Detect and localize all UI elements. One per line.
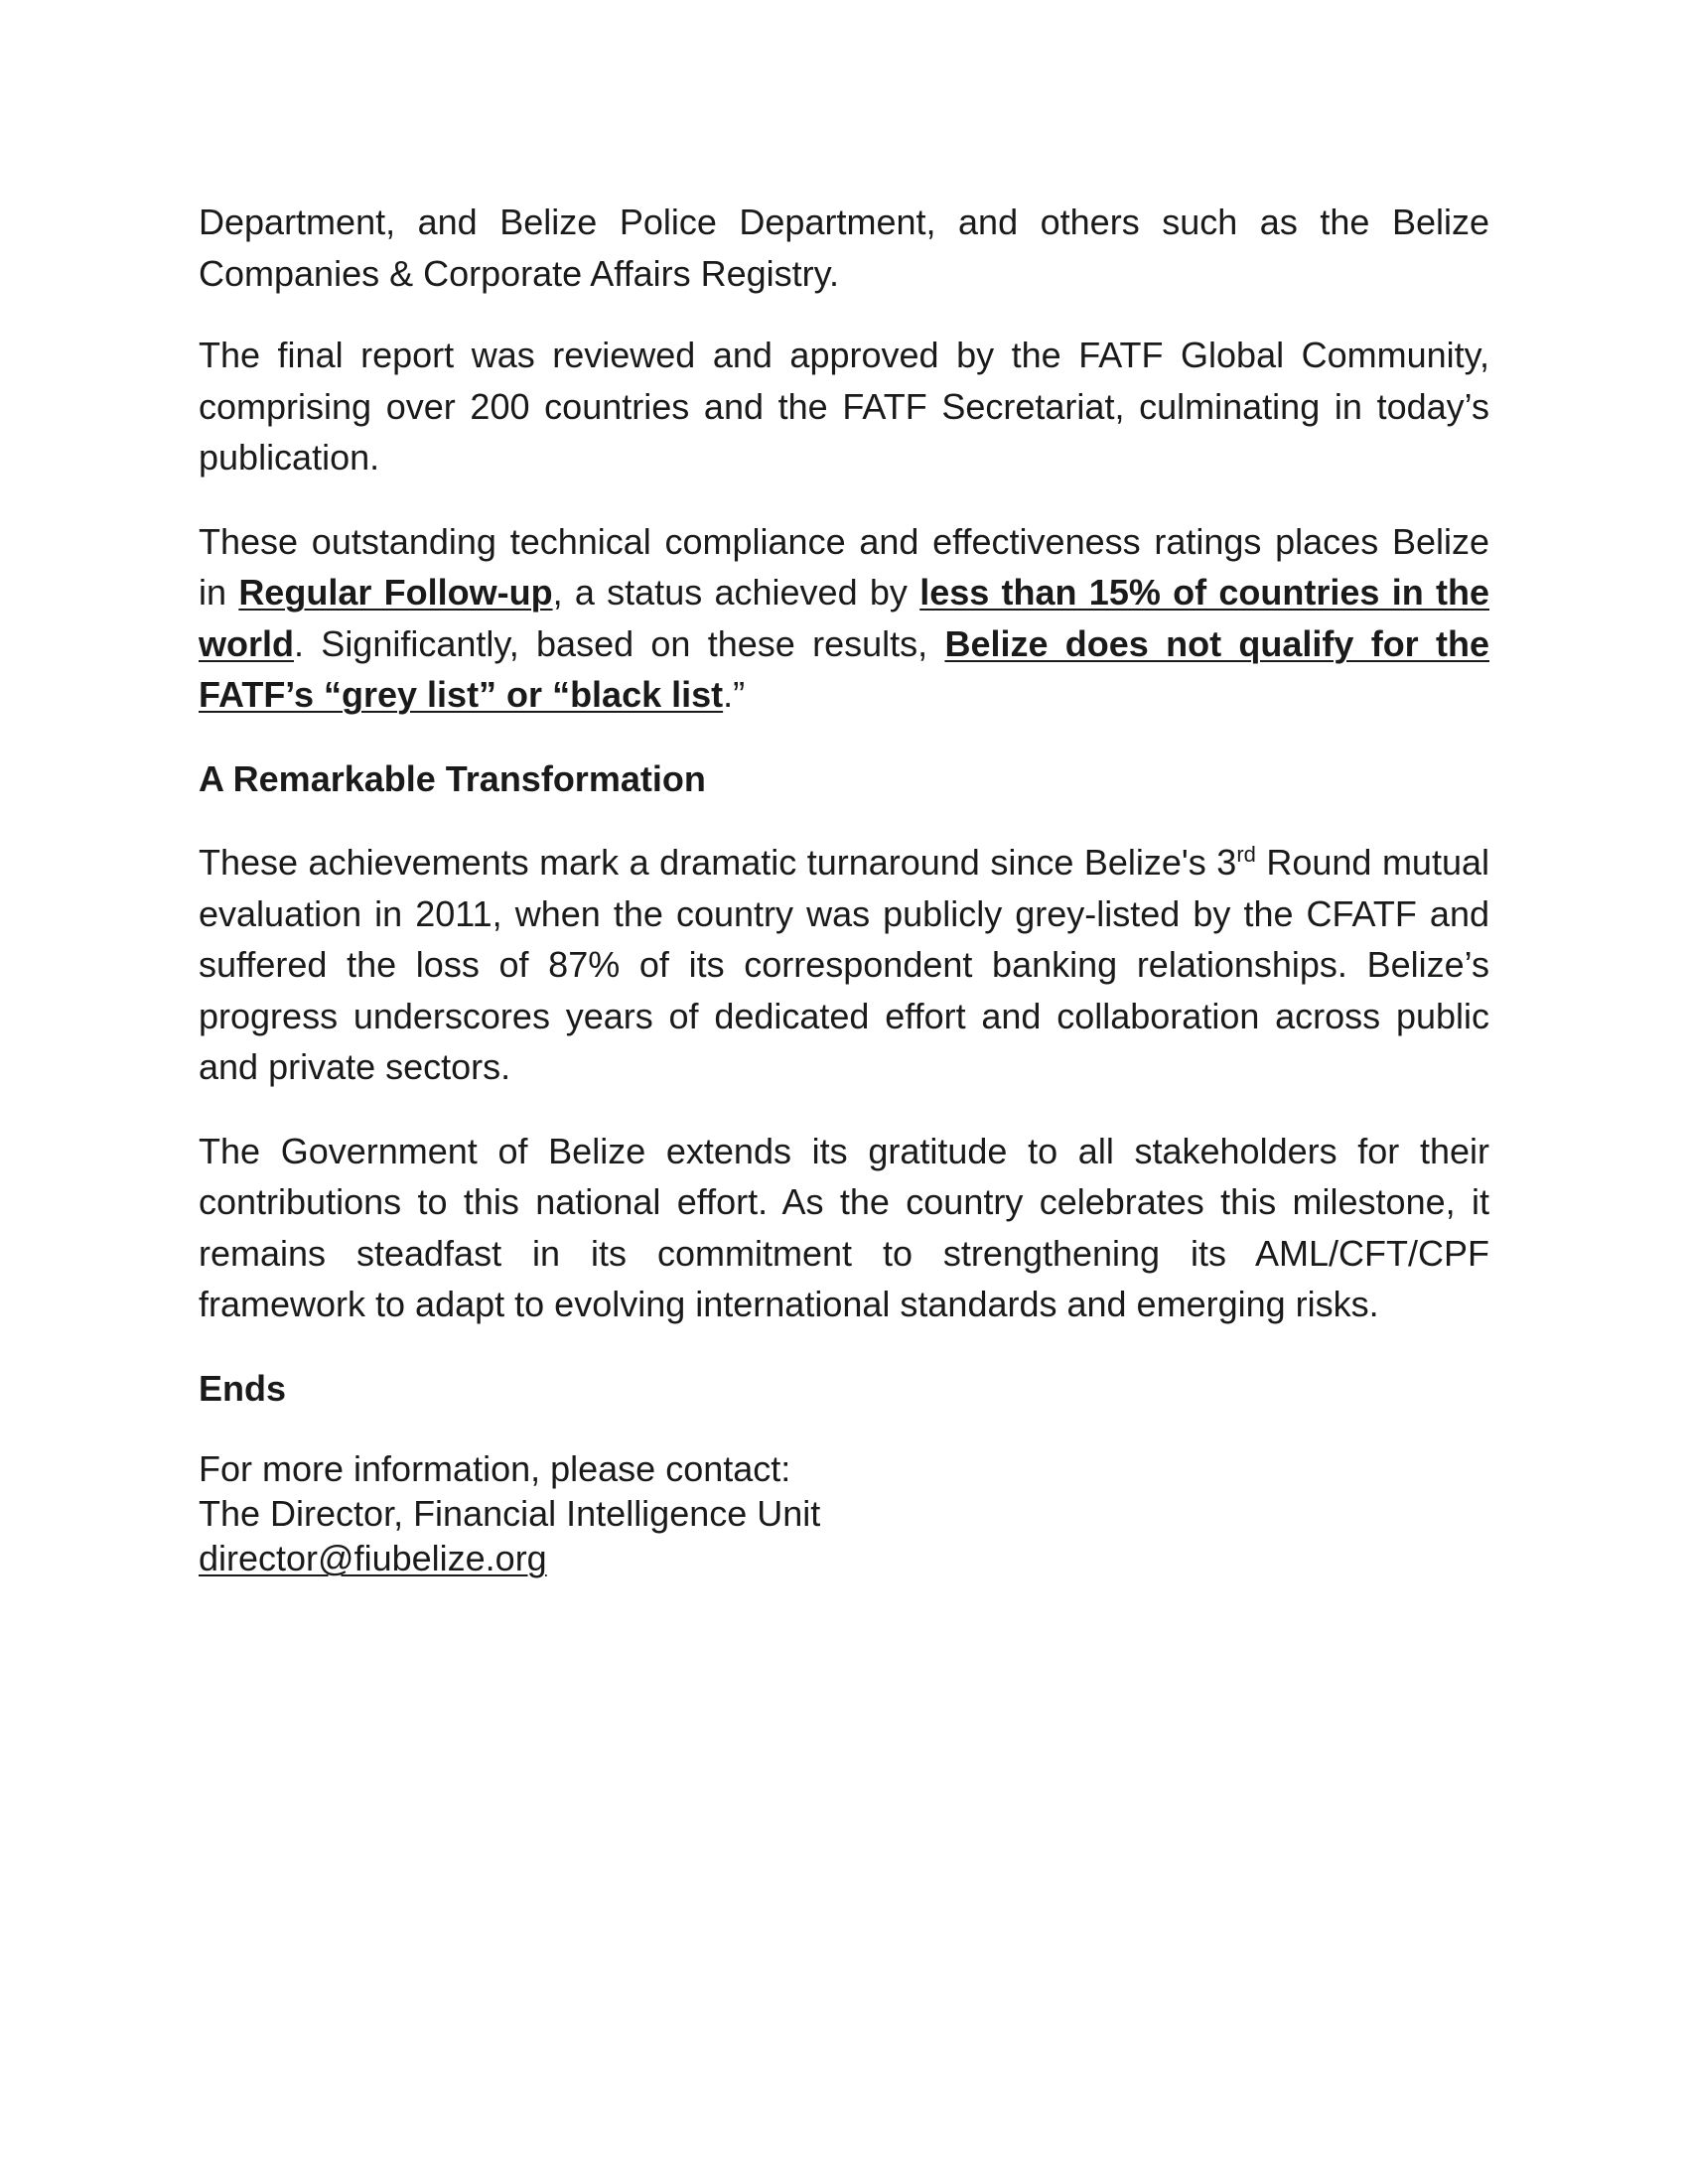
ratings-text-1: These outstanding technical compliance and effectiveness ratings places Belize in <box>199 520 1489 613</box>
heading-ends: Ends <box>199 1367 287 1409</box>
ordinal-superscript: rd <box>1236 842 1256 867</box>
contact-line-2: The Director, Financial Intelligence Unit <box>199 1493 821 1534</box>
contact-email-link[interactable]: director@fiubelize.org <box>199 1538 547 1578</box>
paragraph-report-text: The final report was reviewed and approved by the FATF Global Community, comprising over 200 countries and the FATF Secretariat, culminating in today’s publication. <box>199 335 1489 478</box>
paragraph-gratitude <box>199 1126 1489 1330</box>
turnaround-text-2: Round mutual evaluation in 2011, when the country was publicly grey-listed by the CFATF and suffered the loss of 87% of its correspondent banking relationships. Belize’s progress underscores years of dedicated effort and collaboration across public and private sectors. <box>199 842 1489 1087</box>
ratings-text-4: .” <box>723 674 746 715</box>
ratings-text-3: . Significantly, based on these results, <box>294 622 945 664</box>
paragraph-ratings <box>199 516 1489 721</box>
paragraph-intro-text: Department, and Belize Police Department, and others such as the Belize Companies & Corporate Affairs Registry. <box>199 202 1489 294</box>
contact-block <box>199 1446 1489 1580</box>
ratings-text-2: , a status achieved by <box>552 572 920 613</box>
regular-follow-up-emphasis: Regular Follow-up <box>238 572 553 613</box>
contact-line-1: For more information, please contact: <box>199 1448 791 1489</box>
turnaround-text-1: These achievements mark a dramatic turnaround since Belize's 3 <box>199 842 1237 883</box>
paragraph-intro <box>199 197 1489 299</box>
heading-transformation: A Remarkable Transformation <box>199 757 706 799</box>
paragraph-report <box>199 330 1489 483</box>
document-body <box>199 197 1489 1580</box>
paragraph-turnaround <box>199 837 1489 1093</box>
paragraph-gratitude-text: The Government of Belize extends its gratitude to all stakeholders for their contributions to this national effort. As the country celebrates this milestone, it remains steadfast in its commitment to strengthening its AML/CFT/CPF framework to adapt to evolving international standards and emerging risks. <box>199 1130 1489 1324</box>
less-than-15-percent-emphasis: less than 15% of countries in the world <box>199 572 1489 664</box>
grey-list-emphasis: Belize does not qualify for the FATF’s “grey list” or “black list <box>199 622 1489 715</box>
